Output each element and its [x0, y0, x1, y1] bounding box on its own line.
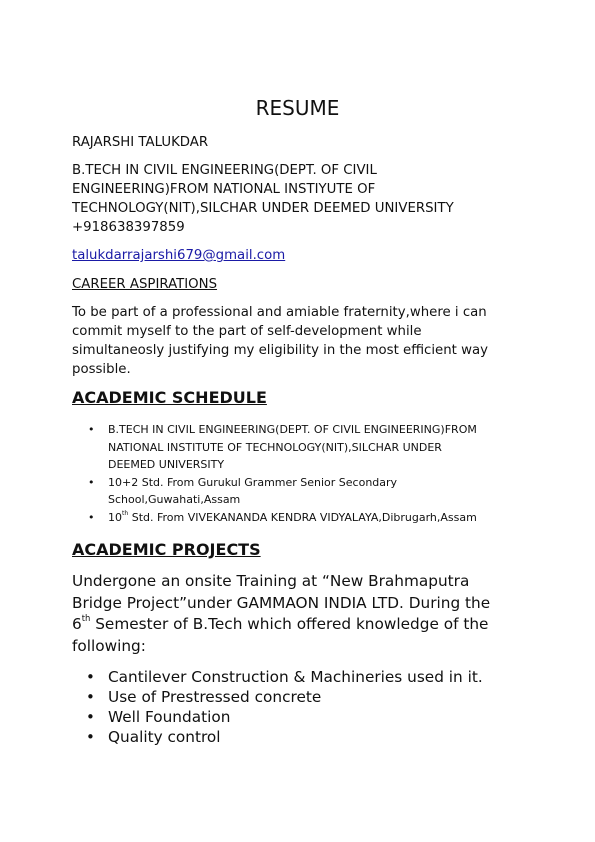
career-line: possible.	[72, 362, 131, 377]
intro-line: Undergone an onsite Training at “New Brahmaputra	[72, 572, 470, 590]
list-item: • Quality control	[72, 727, 542, 747]
career-heading: CAREER ASPIRATIONS	[72, 277, 218, 292]
list-item-line: DEEMED UNIVERSITY	[108, 458, 225, 471]
list-item	[72, 509, 542, 527]
list-item: • Cantilever Construction & Machineries used in it.	[72, 667, 542, 687]
academic-schedule-list	[72, 421, 542, 526]
intro-line: following:	[72, 636, 146, 655]
career-line: commit myself to the part of self-development while	[72, 324, 422, 339]
list-item: • Well Foundation	[72, 707, 542, 727]
intro-line: Bridge Project”under GAMMAON INDIA LTD. During the	[72, 593, 491, 612]
intro-line	[72, 614, 532, 636]
candidate-name: RAJARSHI TALUKDAR	[72, 135, 209, 150]
list-item-line: School,Guwahati,Assam	[108, 493, 241, 506]
academic-projects-heading: ACADEMIC PROJECTS	[72, 540, 261, 559]
education-line: TECHNOLOGY(NIT),SILCHAR UNDER DEEMED UNIVERSITY	[72, 201, 454, 216]
list-item	[72, 421, 542, 474]
intro-text: 6	[72, 615, 82, 633]
list-item	[72, 474, 542, 509]
academic-schedule-heading: ACADEMIC SCHEDULE	[72, 388, 267, 407]
phone-number: +918638397859	[72, 220, 185, 235]
career-line: To be part of a professional and amiable fraternity,where i can	[72, 305, 487, 320]
education-line: ENGINEERING)FROM NATIONAL INSTIYUTE OF	[72, 182, 376, 197]
career-line: simultaneosly justifying my eligibility in the most efficient way	[72, 343, 489, 358]
list-item-text: 10	[108, 510, 122, 524]
list-item-line: NATIONAL INSTITUTE OF TECHNOLOGY(NIT),SILCHAR UNDER	[108, 440, 442, 454]
superscript: th	[81, 613, 91, 624]
resume-title: RESUME	[255, 96, 340, 120]
career-text	[72, 303, 488, 379]
education-line: B.TECH IN CIVIL ENGINEERING(DEPT. OF CIVIL	[72, 163, 377, 178]
education-summary	[72, 161, 454, 237]
projects-list	[72, 667, 542, 747]
intro-text: Semester of B.Tech which offered knowledge of the	[90, 615, 489, 633]
list-item-text: Std. From VIVEKANANDA KENDRA VIDYALAYA,Dibrugarh,Assam	[128, 510, 477, 524]
list-item: • Use of Prestressed concrete	[72, 687, 542, 707]
superscript: th	[122, 509, 129, 517]
list-item-line: • B.TECH IN CIVIL ENGINEERING(DEPT. OF CIVIL ENGINEERING)FROM	[108, 423, 477, 436]
projects-intro	[72, 571, 532, 657]
email-link[interactable]: talukdarrajarshi679@gmail.com	[72, 248, 286, 263]
list-item-line: • 10+2 Std. From Gurukul Grammer Senior Secondary	[108, 475, 398, 489]
